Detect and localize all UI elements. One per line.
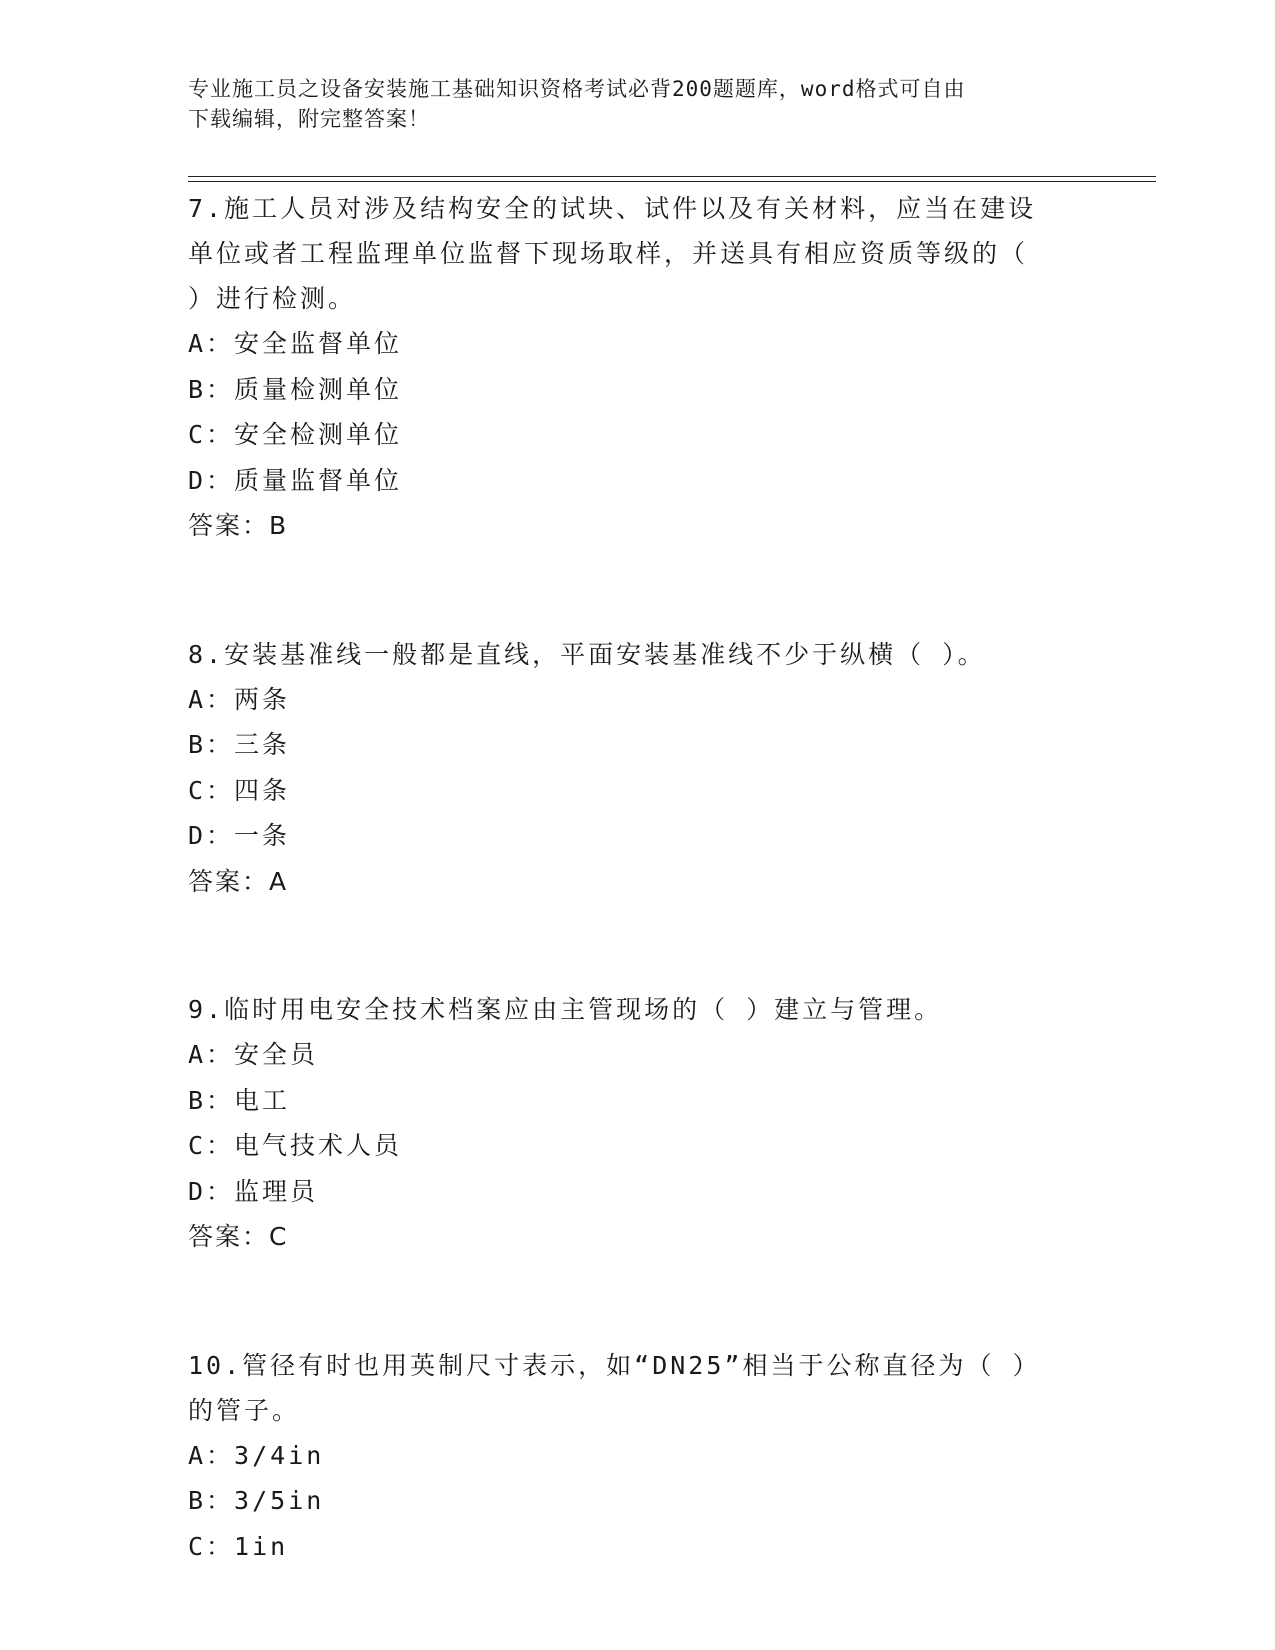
option-a: A：安全员 — [188, 1040, 319, 1069]
option-d: D：一条 — [188, 821, 291, 850]
option-c: C：1in — [188, 1531, 289, 1561]
header-divider-bottom — [188, 181, 1156, 182]
header-line-2: 下载编辑，附完整答案！ — [188, 107, 430, 131]
option-a: A：安全监督单位 — [188, 329, 403, 358]
header-divider-top — [188, 176, 1156, 177]
option-c: C：四条 — [188, 775, 291, 805]
question-spacer — [188, 549, 1088, 632]
question-spacer — [188, 904, 1088, 987]
option-b: B：电工 — [188, 1085, 291, 1115]
option-b: B：三条 — [188, 730, 291, 759]
option-a: A：两条 — [188, 684, 291, 714]
question-stem-line: 单位或者工程监理单位监督下现场取样，并送具有相应资质等级的（ — [188, 239, 1029, 268]
question-9 — [188, 987, 1088, 1260]
document-header — [188, 74, 1068, 134]
option-b: B：3/5in — [188, 1486, 325, 1515]
question-list — [188, 186, 1088, 1569]
question-stem-line: 7.施工人员对涉及结构安全的试块、试件以及有关材料，应当在建设 — [188, 194, 1037, 223]
option-c: C：安全检测单位 — [188, 420, 403, 449]
question-stem-line: ）进行检测。 — [188, 284, 357, 313]
question-7 — [188, 186, 1088, 549]
question-stem-line: 9.临时用电安全技术档案应由主管现场的（ ）建立与管理。 — [188, 995, 943, 1024]
option-d: D：质量监督单位 — [188, 465, 403, 495]
question-stem-line: 8.安装基准线一般都是直线，平面安装基准线不少于纵横（ ）。 — [188, 639, 986, 669]
question-stem-line: 10.管径有时也用英制尺寸表示，如“DN25”相当于公称直径为（ ） — [188, 1350, 1041, 1380]
option-b: B：质量检测单位 — [188, 374, 403, 404]
question-spacer — [188, 1260, 1088, 1343]
question-10 — [188, 1343, 1088, 1570]
option-c: C：电气技术人员 — [188, 1131, 403, 1160]
option-d: D：监理员 — [188, 1176, 319, 1206]
option-a: A：3/4in — [188, 1440, 325, 1470]
answer-line: 答案：B — [188, 511, 289, 540]
question-8 — [188, 632, 1088, 905]
answer-line: 答案：A — [188, 866, 289, 896]
header-line-1: 专业施工员之设备安装施工基础知识资格考试必背200题题库，word格式可自由 — [188, 77, 966, 101]
question-stem-line: 的管子。 — [188, 1395, 301, 1425]
answer-line: 答案：C — [188, 1222, 289, 1251]
